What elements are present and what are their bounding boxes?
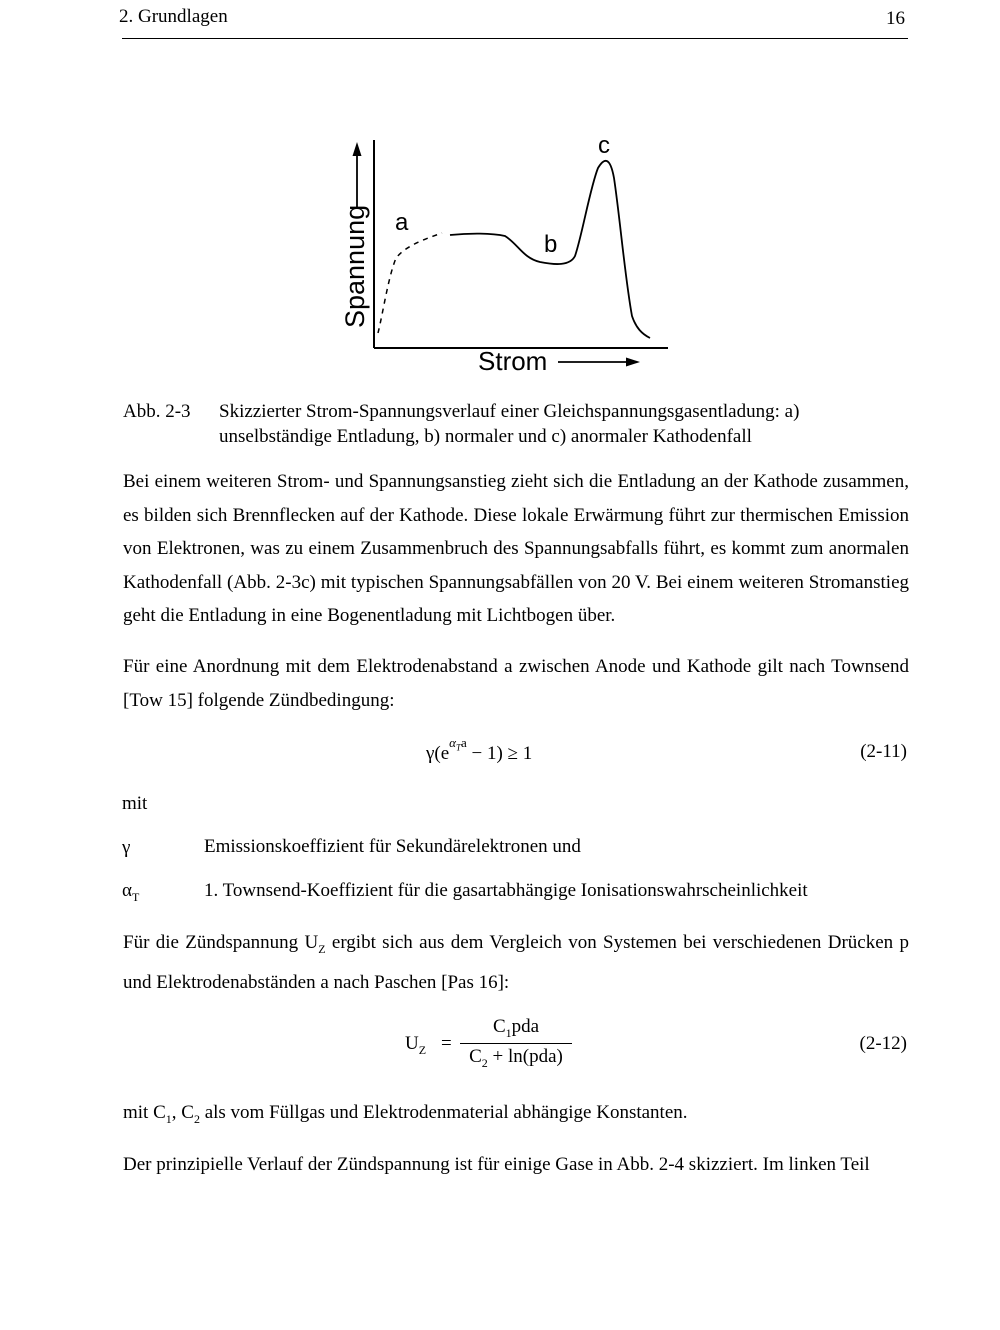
- equation-2-12-equals: =: [441, 1033, 452, 1054]
- running-header-section: 2. Grundlagen: [119, 6, 228, 27]
- current-voltage-diagram: [330, 128, 670, 378]
- equation-2-12-fraction-bar: [460, 1043, 572, 1044]
- label-c: c: [598, 132, 610, 159]
- caption-text: Skizzierter Strom-Spannungsverlauf einer Gleichspannungsgasentladung: a) unselbständige Entladung, b) normaler und c) anormaler Kathodenfall: [219, 401, 800, 447]
- symbol-gamma-description: Emissionskoeffizient für Sekundärelektronen und: [204, 836, 581, 857]
- figure-caption: [123, 399, 913, 449]
- paragraph-1: Bei einem weiteren Strom- und Spannungsanstieg zieht sich die Entladung an der Kathode zusammen, es bilden sich Brennflecken auf der Kathode. Diese lokale Erwärmung führt zur thermischen Emission von Elektronen, was zu einem Zusammenbruch des Spannungsabfalls führt, es kommt zum anormalen Kathodenfall (Abb. 2-3c) mit typischen Spannungsabfällen von 20 V. Bei einem weiteren Stromanstieg geht die Entladung in eine Bogenentladung mit Lichtbogen über.: [123, 471, 909, 626]
- label-a: a: [395, 209, 409, 236]
- equation-number-2-12: (2-12): [859, 1033, 907, 1054]
- eq1-rest: − 1) ≥ 1: [466, 743, 533, 764]
- page-number: 16: [886, 8, 905, 29]
- equation-2-12-lhs: $U_Z$: [405, 1033, 427, 1057]
- equation-2-12-numerator: $C_1pda$: [492, 1016, 540, 1040]
- equation-number-2-11: (2-11): [860, 741, 907, 762]
- curve-segment-a: [378, 233, 442, 333]
- x-label-arrowhead: [626, 358, 640, 367]
- x-axis-label: Strom: [478, 346, 548, 376]
- paragraph-2: Für eine Anordnung mit dem Elektrodenabstand a zwischen Anode und Kathode gilt nach Townsend [Tow 15] folgende Zündbedingung:: [123, 656, 909, 711]
- eq1-exponent: αTa: [449, 735, 467, 753]
- symbol-gamma: γ: [122, 837, 131, 858]
- mit-label: mit: [122, 793, 148, 814]
- paragraph-5: Der prinzipielle Verlauf der Zündspannung ist für einige Gase in Abb. 2-4 skizziert. Im linken Teil: [123, 1154, 870, 1175]
- y-axis-label: Spannung: [340, 204, 370, 328]
- caption-number: Abb. 2-3: [123, 401, 191, 422]
- symbol-alpha-t: $\alpha_T$: [122, 880, 140, 904]
- figure-current-voltage-sketch: [330, 128, 670, 383]
- symbol-alpha-t-description: 1. Townsend-Koeffizient für die gasartabhängige Ionisationswahrscheinlichkeit: [204, 880, 808, 901]
- equation-2-12-denominator: $C_2 + \ln(pda)$: [469, 1046, 563, 1070]
- paragraph-3: Für die Zündspannung $U_Z$ ergibt sich aus dem Vergleich von Systemen bei verschiedenen Drücken p und Elektrodenabständen a nach Paschen [Pas 16]:: [123, 932, 909, 994]
- y-label-arrowhead: [353, 142, 362, 156]
- paragraph-4: mit $C_1$, $C_2$ als vom Füllgas und Elektrodenmaterial abhängige Konstanten.: [123, 1102, 688, 1126]
- equation-2-11: [426, 735, 533, 765]
- eq1-gamma: γ(e: [426, 743, 450, 764]
- label-b: b: [544, 231, 558, 258]
- header-rule: [122, 38, 908, 39]
